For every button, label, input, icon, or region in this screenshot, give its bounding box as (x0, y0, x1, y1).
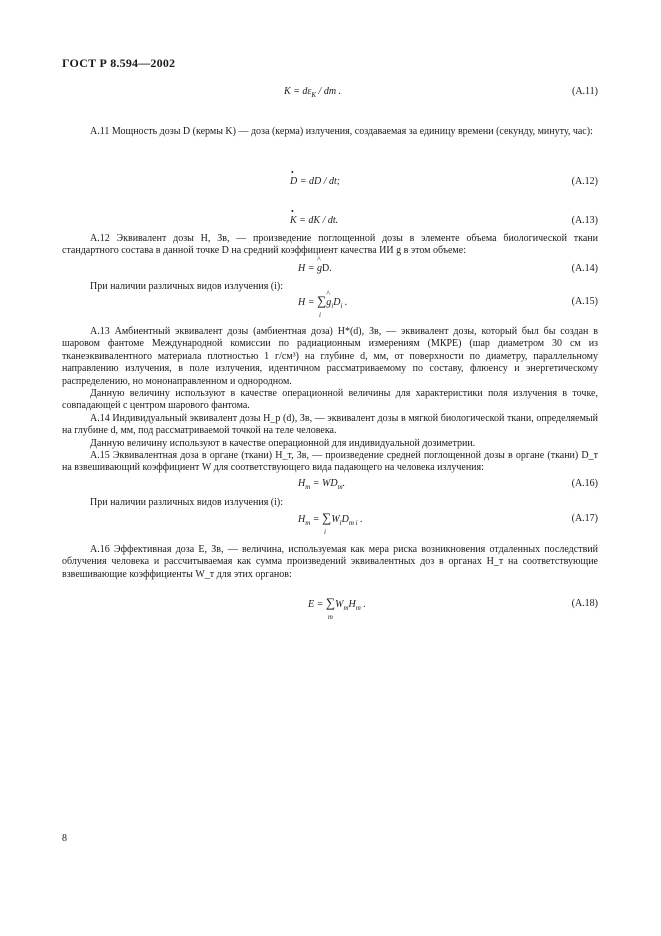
formula: E = ∑ т $W_тH_т$ . (308, 595, 366, 621)
formula: $H_т$ = ∑ i $W_iD_{т i}$ . (298, 510, 363, 536)
paragraph-a14: А.14 Индивидуальный эквивалент дозы H_p (d), Зв, — эквивалент дозы в мягкой биологической ткани, определяемый на глубине d, мм, под рассматриваемой точкой на теле человека. (62, 413, 598, 437)
equation-number: (А.14) (571, 263, 598, 274)
paragraph-a14-usage: Данную величину используют в качестве операционной для индивидуальной дозиметрии. (90, 438, 476, 449)
document-header: ГОСТ Р 8.594—2002 (62, 56, 176, 70)
equation-number: (А.13) (571, 215, 598, 226)
sum-symbol: ∑ i (316, 293, 327, 319)
equation-a15 (62, 293, 598, 319)
formula: H = ^ gD. (298, 263, 332, 274)
formula: • K = dK / dt. (290, 215, 338, 226)
equation-a18 (62, 595, 598, 621)
paragraph-a12: А.12 Эквивалент дозы H, Зв, — произведение поглощенной дозы в элементе объема биологической ткани стандартного состава в данной точке D на средний коэффициент качества ИИ g в этом объеме: (62, 233, 598, 257)
equation-number: (А.12) (571, 176, 598, 187)
equation-number: (А.17) (571, 513, 598, 524)
paragraph-multi-radiation-2: При наличии различных видов излучения (i): (90, 497, 284, 508)
equation-number: (А.15) (571, 296, 598, 307)
page-number: 8 (62, 833, 67, 844)
paragraph-a16: А.16 Эффективная доза E, Зв, — величина, используемая как мера риска возникновения отдаленных последствий облучения человека и рассчитываемая как сумма произведений эквивалентных доз в органах H_т на соответствующие взвешивающие коэффициенты W_т для этих органов: (62, 544, 598, 580)
equation-number: (А.18) (571, 598, 598, 609)
paragraph-a11: А.11 Мощность дозы D (кермы K) — доза (керма) излучения, создаваемая за единицу времени (секунду, минуту, час): (90, 126, 593, 137)
formula: • D = dD / dt; (290, 176, 340, 187)
paragraph-a13-usage: Данную величину используют в качестве операционной величины для характеристики поля излучения в точке, совпадающей с центром шарового фантома. (62, 388, 598, 412)
equation-a11 (62, 86, 598, 104)
formula: $H_т = WD_т$. (298, 478, 346, 491)
paragraph-a13: А.13 Амбиентный эквивалент дозы (амбиентная доза) H*(d), Зв, — эквивалент дозы, который был бы создан в шаровом фантоме Международной комиссии по радиационным измерениям (МКРЕ) (шар диаметром 30 см из тканеэквивалентного материала плотностью 1 г/см³) на глубине d, мм, от поверхности по диаметру, параллельному направлению излучения, в поле излучения, идентичном рассматриваемому по составу, флюенсу и энергетическому распределению, но мононаправленном и однородном. (62, 326, 598, 387)
formula: H = ∑ i ^ $g_iD_i$ . (298, 296, 347, 310)
paragraph-multi-radiation-1: При наличии различных видов излучения (i): (90, 281, 284, 292)
sum-symbol: ∑ т (325, 595, 336, 621)
equation-a14 (62, 263, 598, 281)
equation-number: (А.11) (571, 86, 598, 97)
equation-a16 (62, 478, 598, 496)
equation-a13 (62, 215, 598, 233)
paragraph-a15: А.15 Эквивалентная доза в органе (ткани) H_т, Зв, — произведение средней поглощенной дозы в органе (ткани) D_т на взвешивающий коэффициент W для соответствующего вида падающего на человека излучения: (62, 450, 598, 474)
equation-a12 (62, 176, 598, 194)
equation-number: (А.16) (571, 478, 598, 489)
equation-a17 (62, 510, 598, 536)
sum-symbol: ∑ i (322, 510, 332, 536)
formula: $K = d\varepsilon_K$ / dm . (284, 86, 342, 99)
